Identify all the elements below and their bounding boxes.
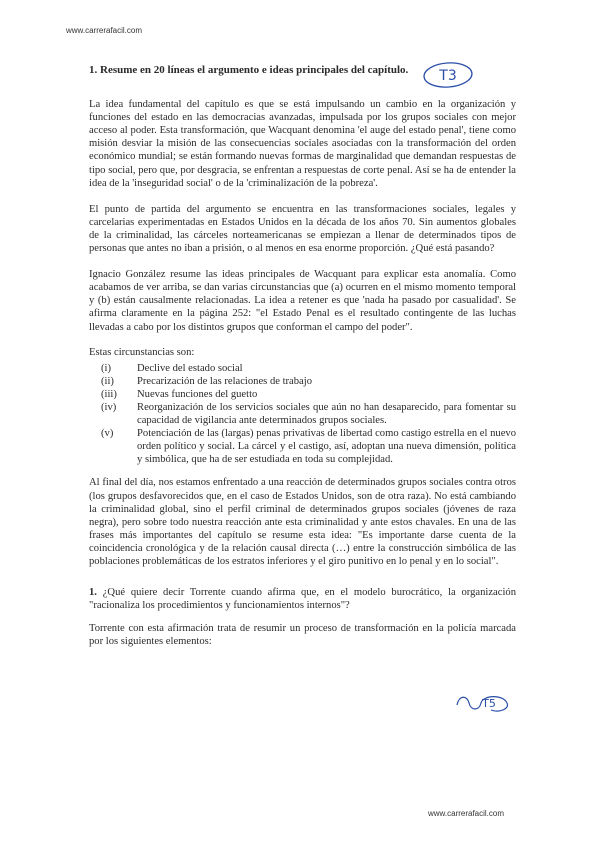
- handwritten-t5-mark: [453, 691, 511, 715]
- paragraph-3: Ignacio González resume las ideas principales de Wacquant para explicar esta anomalía. Como acabamos de ver arriba, se dan varias circunstancias que (a) ocurren en el mismo momento temporal y (b) están causalmente relacionadas. La idea a retener es que 'nada ha pasado por casualidad'. Se afirma claramente en la página 252: "el Estado Penal es el resultado contingente de las luchas llevadas a cabo por los distintos grupos que conforman el campo del poder".: [89, 269, 516, 333]
- question-2: [89, 586, 516, 612]
- paragraph-1: La idea fundamental del capítulo es que se está impulsando un cambio en la organización y funciones del estado en las democracias avanzadas, impulsada por los grupos sociales con mejor acceso al poder. Esta transformación, que Wacquant denomina 'el auge del estado penal', tiene como misión desviar la misión de las consecuencias sociales asociadas con la transformación del orden económico mundial; se están formando nuevas formas de marginalidad que demandan respuestas de tipo social, pero que, por desgracia, se enfrentan a respuestas de corte penal. Así se ha de entender la idea de la 'inseguridad social' o de la 'criminalización de la pobreza'.: [89, 99, 516, 189]
- list-item: (iv) Reorganización de los servicios sociales que aún no han desaparecido, para fomentar su capacidad de vigilancia ante determinados grupos sociales.: [101, 401, 516, 427]
- question-1: 1. Resume en 20 líneas el argumento e ideas principales del capítulo.: [89, 64, 409, 76]
- t5-text: T5: [482, 697, 496, 710]
- list-item: (ii) Precarización de las relaciones de trabajo: [101, 375, 312, 387]
- paragraph-5: Al final del día, nos estamos enfrentado a una reacción de determinados grupos sociales contra otros (los grupos desfavorecidos que, en el caso de Estados Unidos, son de otra raza). No está cambiando la criminalidad global, sino el perfil criminal de determinados grupos sociales (jóvenes de raza negra), pero sobre todo nuestra reacción ante esta criminalidad y ante estos chavales. En una de las frases más importantes del capítulo se resume esta idea: "Es importante darse cuenta de la coincidencia cronológica y de la relación causal directa (…) entre la construcción simbólica de las poblaciones problemáticas de los estratos inferiores y el giro punitivo en lo penal y en lo social".: [89, 477, 516, 567]
- question-2-number: 1.: [89, 587, 97, 599]
- footer-url: www.carrerafacil.com: [428, 809, 505, 818]
- paragraph-6: Torrente con esta afirmación trata de resumir un proceso de transformación en la policía marcada por los siguientes elementos:: [89, 623, 516, 648]
- question-2-text: ¿Qué quiere decir Torrente cuando afirma que, en el modelo burocrático, la organización "racionaliza los procedimientos y funcionamientos internos"?: [89, 587, 516, 612]
- list-item: (v) Potenciación de las (largas) penas privativas de libertad como castigo estrella en el nuevo orden político y social. La cárcel y el castigo, así, adoptan una nueva dimensión, política y simbólica, que ha de ser estudiada en toda su complejidad.: [101, 428, 516, 466]
- document-body: [89, 62, 516, 648]
- list-item: (iii) Nuevas funciones del guetto: [101, 388, 258, 400]
- circumstances-list: [89, 362, 516, 467]
- list-item: (i) Declive del estado social: [101, 362, 243, 374]
- paragraph-2: El punto de partida del argumento se encuentra en las transformaciones sociales, legales y carcelarias experimentadas en Estados Unidos en la década de los años 70. Sin aumentos globales de la criminalidad, las cárceles norteamericanas se empiezan a llenar de determinados tipos de personas que antes no iban a prisión, o al menos en esa enorme proporción. ¿Qué está pasando?: [89, 203, 516, 255]
- circumstances-intro: Estas circunstancias son:: [89, 346, 195, 358]
- t3-text: T3: [439, 68, 457, 84]
- header-url: www.carrerafacil.com: [66, 26, 143, 35]
